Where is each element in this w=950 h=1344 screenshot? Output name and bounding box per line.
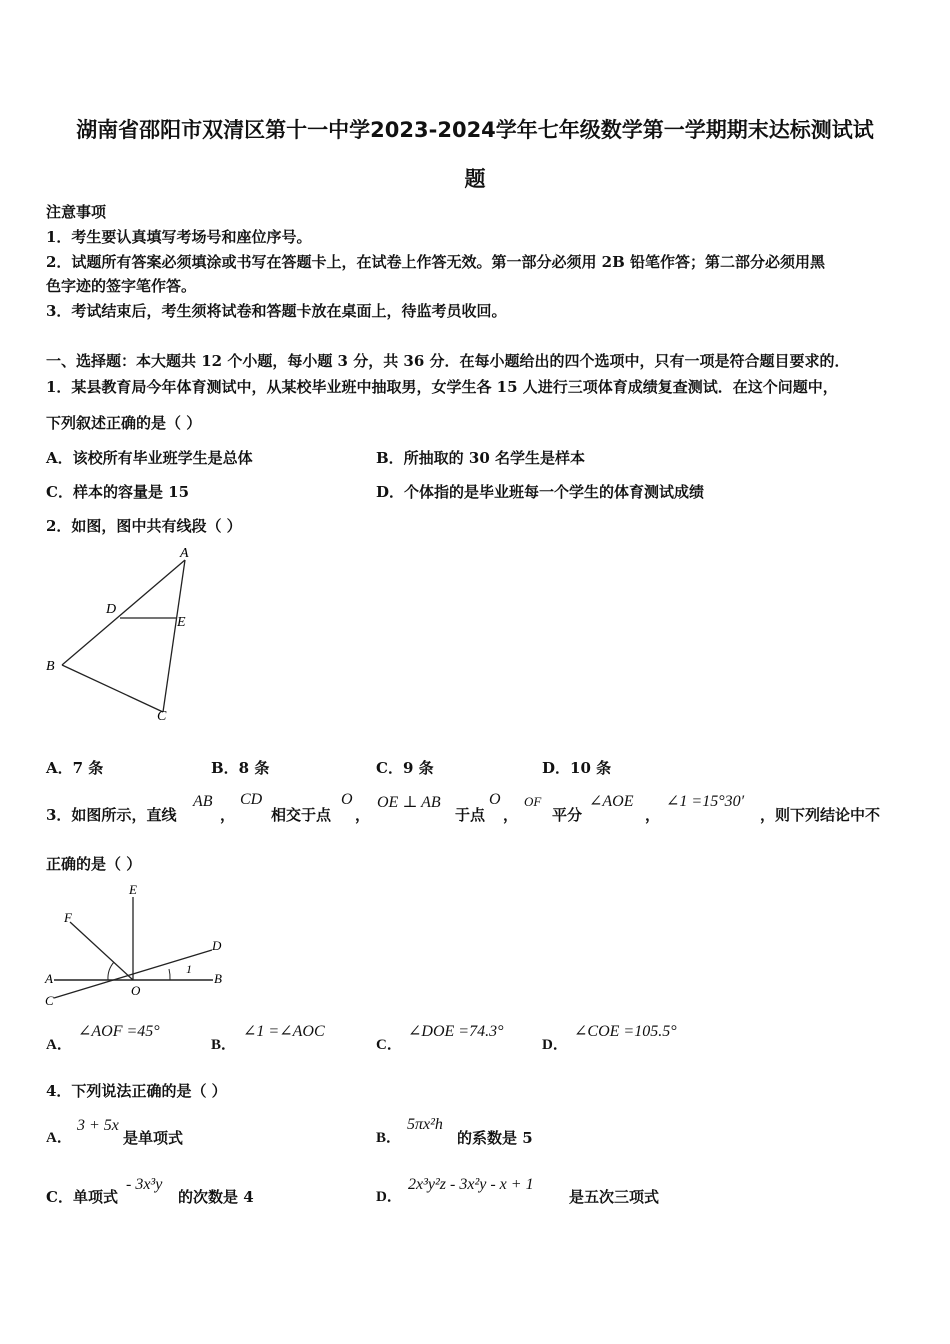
q3-intersect-text: 相交于点 [271,806,332,824]
q3-option-a-label: A． [46,1037,72,1053]
q3-label-angle-1: 1 [186,962,192,976]
q3-comma-4: ， [645,806,661,824]
q3-bisect-text: 平分 [552,806,583,824]
q2-option-b: B．8 条 [211,759,270,777]
q3-line-ab: AB [193,793,213,810]
q3-option-b-math: ∠1 =∠AOC [243,1023,325,1040]
q4-option-d-math: 2x³y²z - 3x²y - x + 1 [408,1176,534,1193]
paper-title-line1: 湖南省邵阳市双清区第十一中学2023-2024学年七年级数学第一学期期末达标测试试 [76,118,874,142]
q3-stem-prefix: 3．如图所示，直线 [46,806,177,824]
q3-line-cd: CD [240,791,263,808]
q2-option-d: D．10 条 [542,759,612,777]
q3-ray-of [70,922,133,980]
q2-stem: 2．如图，图中共有线段（ ） [46,517,242,535]
q2-label-e: E [177,615,186,630]
q2-option-a: A．7 条 [46,759,104,777]
q4-option-b-label: B． [376,1130,402,1146]
q3-comma-3: ， [503,806,519,824]
q1-option-a: A．该校所有毕业班学生是总体 [46,449,253,467]
q3-label-e: E [129,882,137,897]
q3-angle-figure [40,882,240,1012]
q4-option-c-math: - 3x³y [126,1176,163,1193]
q4-option-c-label: C．单项式 [46,1188,118,1206]
q3-at-point-text: 于点 [455,806,486,824]
notice-heading: 注意事项 [46,203,107,221]
q3-comma-2: ， [355,806,371,824]
q3-option-d-label: D． [542,1037,568,1053]
paper-title-line2: 题 [464,167,486,191]
q1-stem-line2: 下列叙述正确的是（ ） [46,414,202,432]
q3-option-c-label: C． [376,1037,402,1053]
q3-angle-arc-aof [108,962,114,980]
q2-label-c: C [157,709,167,724]
q3-point-o-2: O [489,791,501,808]
q3-option-a-math: ∠AOF =45° [78,1023,160,1040]
q4-option-d-text: 是五次三项式 [569,1188,660,1206]
q1-option-b: B．所抽取的 30 名学生是样本 [376,449,585,467]
q1-option-c: C．样本的容量是 15 [46,483,190,501]
q2-label-a: A [180,546,189,561]
notice-item-2a: 2．试题所有答案必须填涂或书写在答题卡上，在试卷上作答无效。第一部分必须用 2B 铅笔作答；第二部分必须用黑 [46,253,826,271]
q4-stem: 4．下列说法正确的是（ ） [46,1082,227,1100]
q4-option-c-text: 的次数是 4 [178,1188,254,1206]
q4-option-b-text: 的系数是 5 [457,1129,533,1147]
q4-option-a-text: 是单项式 [123,1129,184,1147]
q2-option-c: C．9 条 [376,759,434,777]
q4-option-d-label: D． [376,1189,402,1205]
q3-label-b: B [214,971,222,986]
q3-point-o-1: O [341,791,353,808]
section-heading: 一、选择题：本大题共 12 个小题，每小题 3 分，共 36 分．在每小题给出的四个选项中，只有一项是符合题目要求的． [46,352,850,370]
q3-option-d-math: ∠COE =105.5° [574,1023,677,1040]
q3-label-a: A [45,971,53,986]
q3-ray-of: OF [524,794,542,809]
q3-angle-arc-1 [169,969,170,980]
q3-label-f: F [64,910,72,925]
q2-label-d: D [106,602,117,617]
q3-label-o: O [131,983,141,998]
q3-option-b-label: B． [211,1037,237,1053]
q3-label-c: C [45,993,54,1008]
notice-item-2b: 色字迹的签字笔作答。 [46,277,197,295]
q3-angle-aoe: ∠AOE [589,793,634,810]
q3-comma-1: ， [220,806,236,824]
q1-stem-line1: 1．某县教育局今年体育测试中，从某校毕业班中抽取男，女学生各 15 人进行三项体育成绩复查测试．在这个问题中， [46,378,838,396]
q2-segment-bc [62,665,163,712]
q3-perpendicular: OE ⊥ AB [377,794,441,811]
q3-stem-tail: ，则下列结论中不 [760,806,881,824]
q1-option-d: D．个体指的是毕业班每一个学生的体育测试成绩 [376,483,705,501]
notice-item-1: 1．考生要认真填写考场号和座位序号。 [46,228,312,246]
q4-option-a-label: A． [46,1130,72,1146]
q2-label-b: B [46,659,55,674]
q2-segment-ab [62,560,185,665]
notice-item-3: 3．考试结束后，考生须将试卷和答题卡放在桌面上，待监考员收回。 [46,302,507,320]
q4-option-b-math: 5πx²h [407,1116,443,1133]
q2-segment-ac [163,560,185,712]
q4-option-a-math: 3 + 5x [77,1117,119,1134]
q2-triangle-figure [40,540,200,730]
q3-angle-1-value: ∠1 =15°30′ [666,793,745,810]
q3-label-d: D [212,938,222,953]
q3-stem-line2: 正确的是（ ） [46,855,142,873]
q3-option-c-math: ∠DOE =74.3° [408,1023,504,1040]
